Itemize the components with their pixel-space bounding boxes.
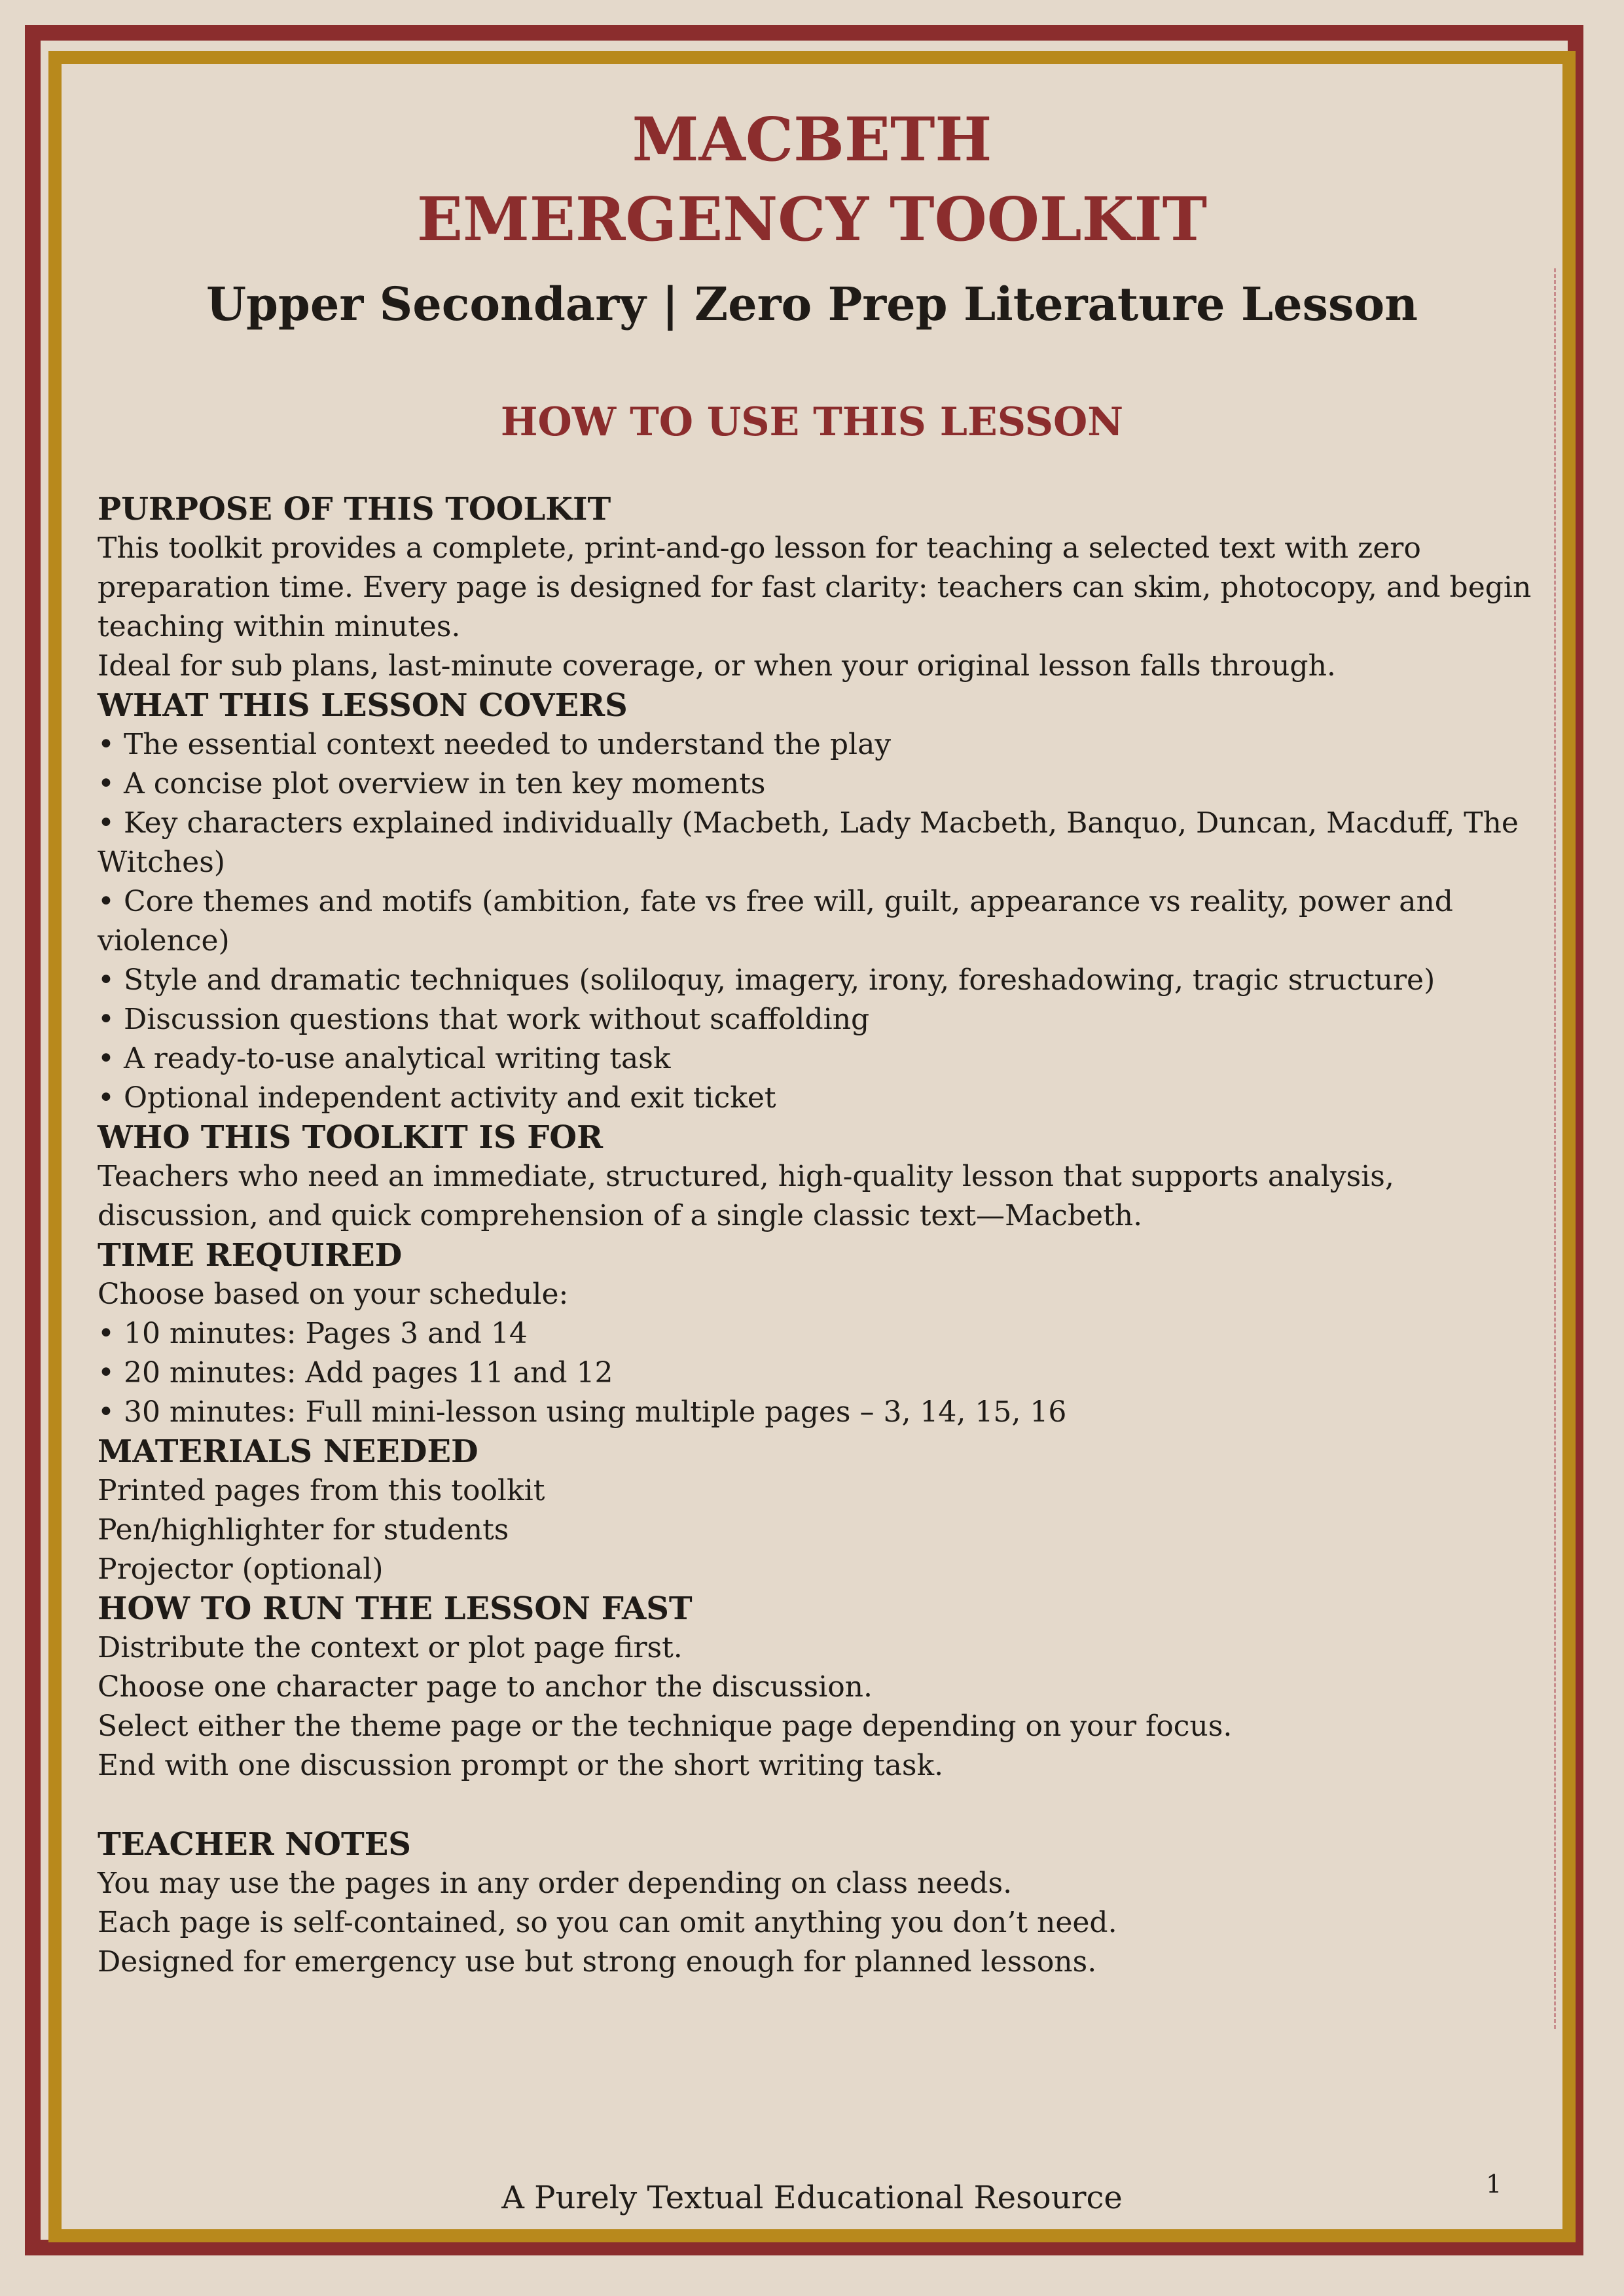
materials-line: Projector (optional) xyxy=(98,1552,384,1586)
list-item: • A concise plot overview in ten key moments xyxy=(98,764,1538,804)
how-to-use-heading: HOW TO USE THIS LESSON xyxy=(500,399,1124,445)
materials-heading: MATERIALS NEEDED xyxy=(98,1433,478,1470)
run-line: Distribute the context or plot page first. xyxy=(98,1631,683,1664)
list-item: • 30 minutes: Full mini-lesson using multiple pages – 3, 14, 15, 16 xyxy=(98,1393,1538,1432)
notes-line: Each page is self-contained, so you can omit anything you don’t need. xyxy=(98,1906,1117,1939)
list-item: • The essential context needed to understand the play xyxy=(98,725,1538,764)
list-item: • 20 minutes: Add pages 11 and 12 xyxy=(98,1354,1538,1393)
main-content xyxy=(98,490,1538,1982)
notes-section xyxy=(98,1825,1538,1982)
audience-heading: WHO THIS TOOLKIT IS FOR xyxy=(98,1119,603,1156)
purpose-heading: PURPOSE OF THIS TOOLKIT xyxy=(98,491,611,528)
materials-section xyxy=(98,1432,1538,1589)
audience-section xyxy=(98,1118,1538,1236)
materials-line: Pen/highlighter for students xyxy=(98,1513,509,1547)
purpose-section xyxy=(98,490,1538,686)
run-line: End with one discussion prompt or the short writing task. xyxy=(98,1749,944,1782)
covers-heading: WHAT THIS LESSON COVERS xyxy=(98,687,628,724)
purpose-paragraph: This toolkit provides a complete, print-and-go lesson for teaching a selected text with zero preparation time. Every page is designed for fast clarity: teachers can skim, photocopy, and begin teaching within minutes. xyxy=(98,531,1532,643)
covers-section xyxy=(98,686,1538,1118)
document-title-line-2: EMERGENCY TOOLKIT xyxy=(416,184,1208,255)
list-item: • A ready-to-use analytical writing task xyxy=(98,1039,1538,1079)
list-item: • Style and dramatic techniques (soliloquy, imagery, irony, foreshadowing, tragic structure) xyxy=(98,961,1538,1000)
list-item: • Optional independent activity and exit ticket xyxy=(98,1079,1538,1118)
notes-line: Designed for emergency use but strong enough for planned lessons. xyxy=(98,1945,1097,1979)
materials-line: Printed pages from this toolkit xyxy=(98,1474,545,1507)
time-heading: TIME REQUIRED xyxy=(98,1237,403,1274)
notes-line: You may use the pages in any order depending on class needs. xyxy=(98,1867,1013,1900)
document-title-line-1: MACBETH xyxy=(632,104,992,175)
list-item: • Core themes and motifs (ambition, fate vs free will, guilt, appearance vs reality, power and violence) xyxy=(98,882,1538,961)
covers-list xyxy=(98,725,1538,1118)
audience-text: Teachers who need an immediate, structured, high-quality lesson that supports analysis, discussion, and quick comprehension of a single classic text—Macbeth. xyxy=(98,1160,1394,1232)
time-section xyxy=(98,1236,1538,1432)
time-list xyxy=(98,1314,1538,1432)
document-subtitle: Upper Secondary | Zero Prep Literature Lesson xyxy=(206,277,1418,331)
notes-heading: TEACHER NOTES xyxy=(98,1826,411,1863)
run-section xyxy=(98,1589,1538,1785)
list-item: • 10 minutes: Pages 3 and 14 xyxy=(98,1314,1538,1354)
list-item: • Key characters explained individually (Macbeth, Lady Macbeth, Banquo, Duncan, Macduff, The Witches) xyxy=(98,804,1538,882)
list-item: • Discussion questions that work without scaffolding xyxy=(98,1000,1538,1039)
run-heading: HOW TO RUN THE LESSON FAST xyxy=(98,1590,693,1627)
run-line: Choose one character page to anchor the discussion. xyxy=(98,1670,873,1704)
time-intro: Choose based on your schedule: xyxy=(98,1278,569,1311)
page-number: 1 xyxy=(1486,2170,1502,2198)
section-spacer xyxy=(98,1785,1538,1825)
purpose-paragraph: Ideal for sub plans, last-minute coverage, or when your original lesson falls through. xyxy=(98,649,1336,683)
footer-resource-label: A Purely Textual Educational Resource xyxy=(501,2179,1123,2216)
run-line: Select either the theme page or the technique page depending on your focus. xyxy=(98,1710,1233,1743)
margin-dashed-rule xyxy=(1554,268,1556,2029)
